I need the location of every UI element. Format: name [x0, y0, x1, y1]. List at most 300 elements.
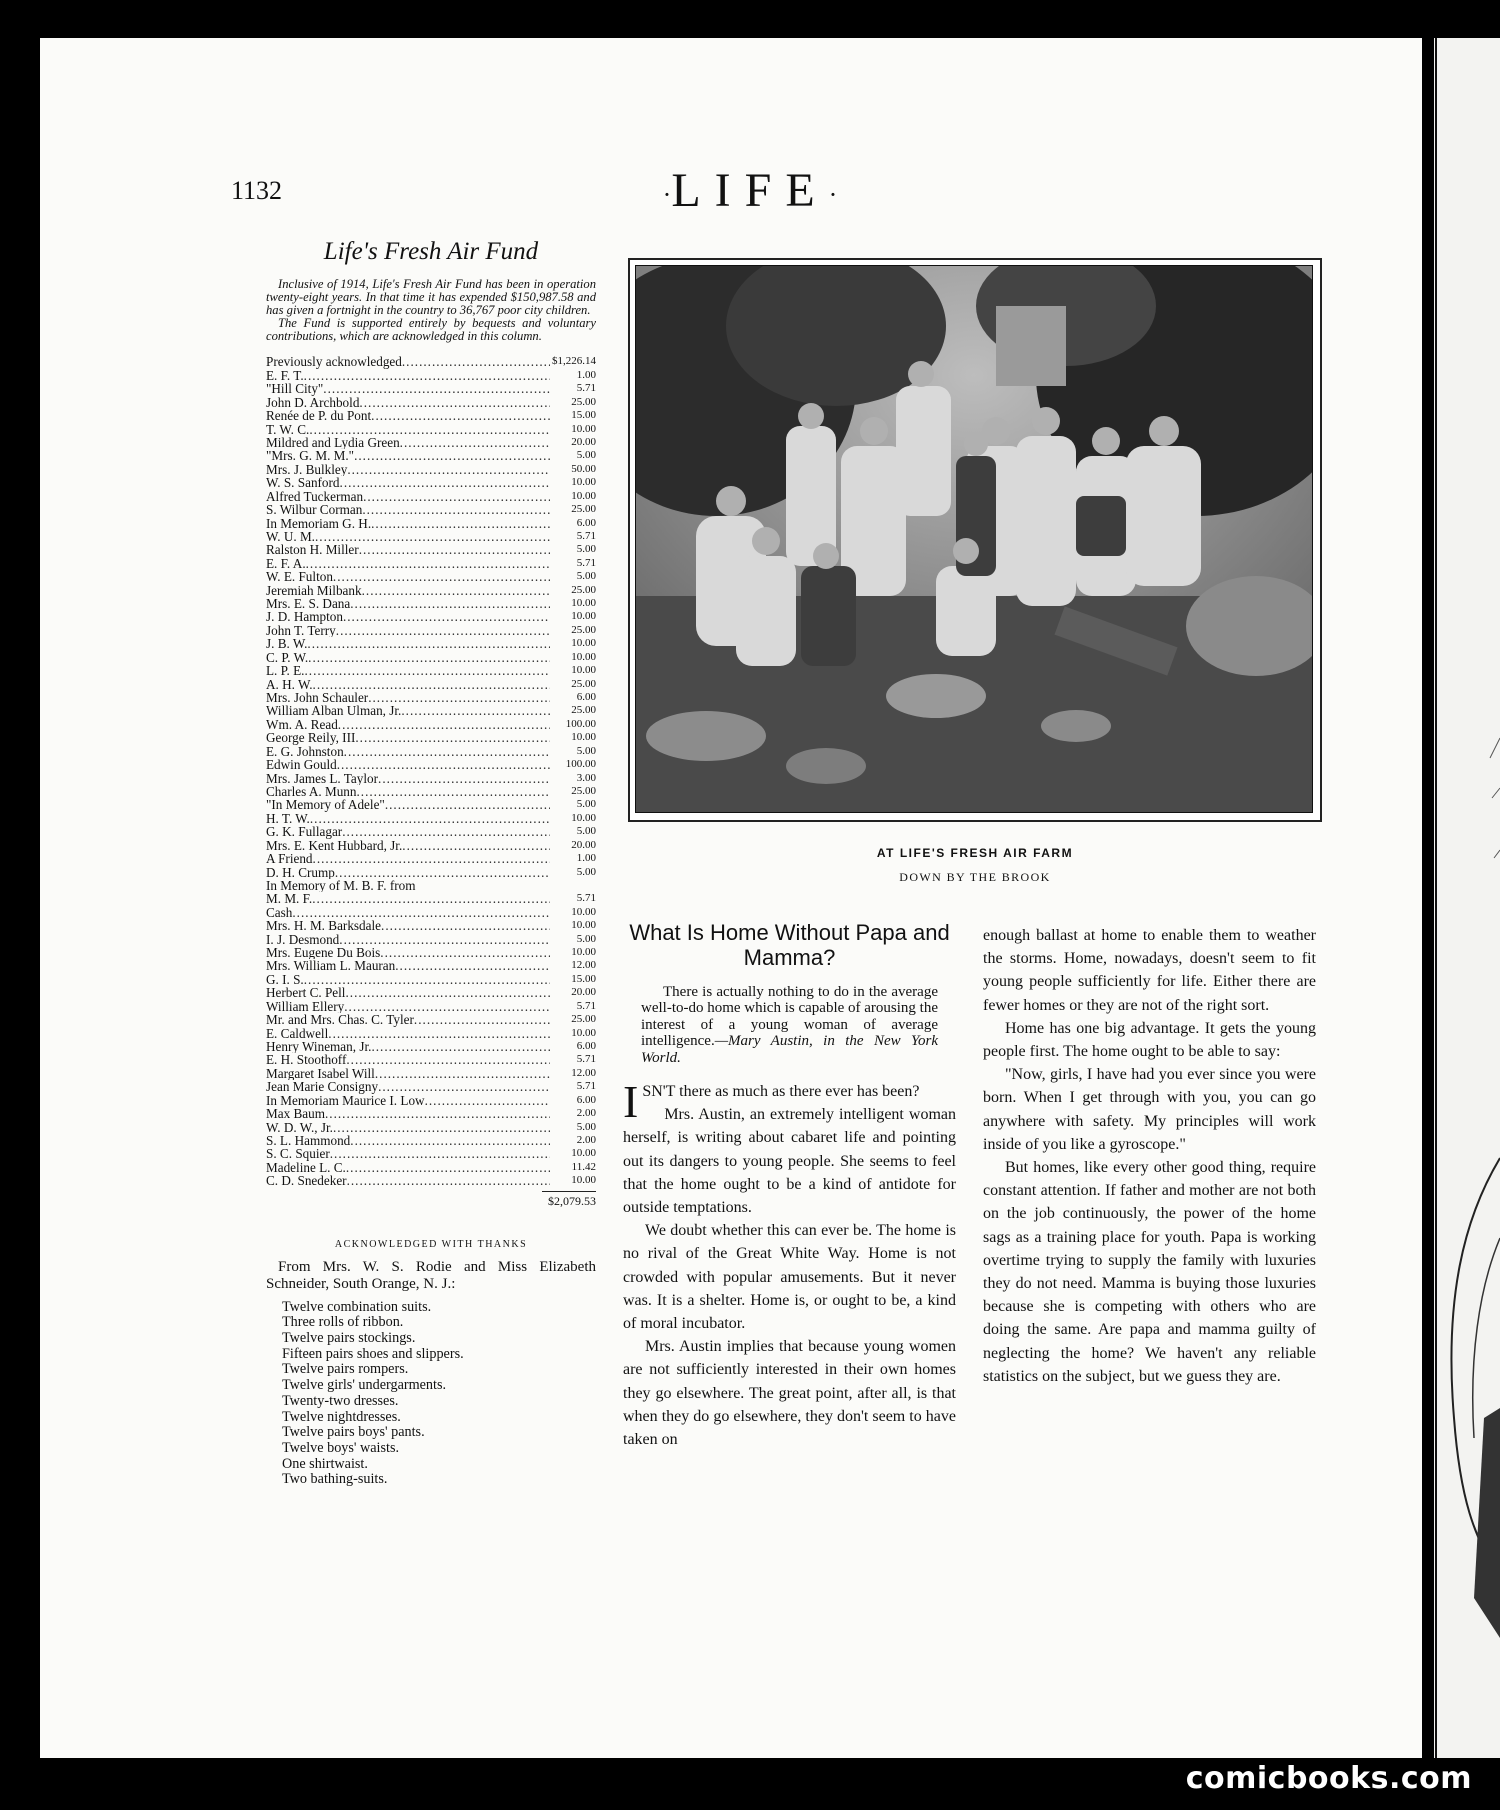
fund-column — [266, 238, 596, 1488]
ledger-row — [266, 597, 596, 610]
contributor-name: William Ellery — [266, 999, 345, 1014]
ledger-row — [266, 584, 596, 597]
ledger-row — [266, 731, 596, 744]
leader-dots — [402, 355, 550, 368]
contribution-amount: 100.00 — [565, 758, 596, 771]
leader-dots — [344, 745, 550, 758]
contribution-amount: 10.00 — [571, 1147, 596, 1160]
contribution-amount: 2.00 — [576, 1107, 596, 1120]
acknowledged-item: Two bathing-suits. — [282, 1471, 388, 1488]
ledger-row — [266, 1027, 596, 1040]
contribution-amount: 10.00 — [571, 1026, 596, 1039]
leader-dots — [292, 906, 550, 919]
acknowledged-item: Twelve pairs stockings. — [282, 1330, 416, 1347]
ledger-row — [266, 1080, 596, 1093]
contributor-name: Mrs. E. S. Dana — [266, 597, 351, 611]
ledger-row — [266, 745, 596, 758]
contributor-name: J. B. W. — [266, 637, 308, 651]
leader-dots — [343, 610, 550, 623]
epigraph-source: —Mary Austin, in the New York World. — [641, 1033, 938, 1066]
contributor-name: H. T. W. — [266, 811, 310, 826]
contribution-amount: 5.00 — [576, 543, 596, 556]
ledger-row — [266, 1161, 596, 1174]
contributor-name: In Memoriam G. H. — [266, 516, 372, 530]
total-rule — [542, 1191, 596, 1192]
leader-dots — [346, 1161, 550, 1174]
leader-dots — [308, 651, 550, 664]
acknowledged-item: Twelve pairs rompers. — [282, 1361, 409, 1378]
photo-frame — [628, 258, 1322, 822]
fund-intro: Inclusive of 1914, Life's Fresh Air Fund has been in operation twenty-eight years. In that time it has expended $150,987.58 and has given a fortnight in the country to 36,767 poor city children. — [266, 277, 596, 318]
contributor-name: Charles A. Munn — [266, 784, 357, 799]
ledger-row — [266, 651, 596, 664]
contribution-amount: 50.00 — [571, 462, 596, 475]
leader-dots — [368, 691, 550, 704]
leader-dots — [362, 503, 550, 516]
ledger-row — [266, 1067, 596, 1080]
ledger-row — [266, 436, 596, 449]
fund-total: $2,079.53 — [548, 1193, 596, 1208]
contributor-name: Margaret Isabel Will — [266, 1066, 375, 1081]
contributor-name: W. E. Fulton — [266, 570, 333, 584]
article-paragraph: "Now, girls, I have had you ever since you were born. When I get through with you, you can go anywhere with safety. My principles will work inside of you like a gyroscope." — [983, 1066, 1316, 1153]
watermark: comicbooks.com — [1185, 1761, 1472, 1796]
ledger-row — [266, 892, 596, 905]
contribution-amount: 25.00 — [571, 503, 596, 516]
ledger-row — [266, 557, 596, 570]
fund-title: Life's Fresh Air Fund — [323, 238, 539, 265]
ledger-row — [266, 839, 596, 852]
contribution-amount: 10.00 — [571, 489, 596, 502]
ledger-row — [266, 1174, 596, 1187]
page-number: 1132 — [231, 176, 283, 205]
leader-dots — [312, 892, 550, 905]
contributor-name: Edwin Gould — [266, 758, 337, 772]
leader-dots — [355, 731, 550, 744]
leader-dots — [337, 758, 550, 771]
leader-dots — [347, 1174, 550, 1187]
leader-dots — [380, 946, 550, 959]
ledger-row — [266, 610, 596, 623]
ledger-row — [266, 946, 596, 959]
ledger-row — [266, 543, 596, 556]
contributor-name: "In Memory of Adele" — [266, 798, 385, 812]
ledger-row — [266, 678, 596, 691]
leader-dots — [414, 1013, 550, 1026]
contribution-amount: 10.00 — [571, 637, 596, 650]
ledger-row — [266, 866, 596, 879]
contributor-name: "Hill City" — [266, 382, 324, 396]
contributor-name: Mrs. E. Kent Hubbard, Jr. — [266, 838, 403, 853]
contributor-name: E. F. A. — [266, 556, 306, 571]
contribution-amount: 5.00 — [576, 449, 596, 462]
contributor-name: In Memoriam Maurice I. Low — [266, 1093, 425, 1108]
ledger-row — [266, 959, 596, 972]
leader-dots — [371, 1040, 550, 1053]
ledger-row — [266, 879, 596, 892]
leader-dots — [371, 517, 550, 530]
contributor-name: Herbert C. Pell — [266, 986, 346, 1000]
article-paragraph: enough ballast at home to enable them to weather the storms. Home, nowadays, doesn't seem to fit young people sufficiently for life. Either there are fewer homes or they are not of the right sort. — [983, 927, 1316, 1014]
contribution-amount: 10.00 — [571, 610, 596, 623]
contribution-amount: 3.00 — [576, 771, 596, 784]
ledger-row — [266, 852, 596, 865]
leader-dots — [333, 570, 550, 583]
ledger-row — [266, 1107, 596, 1120]
ledger-row — [266, 517, 596, 530]
ledger-row — [266, 1147, 596, 1160]
ledger-row — [266, 1121, 596, 1134]
acknowledged-item: One shirtwaist. — [282, 1455, 368, 1472]
leader-dots — [335, 866, 550, 879]
contribution-amount: 10.00 — [571, 422, 596, 435]
contributor-name: Max Baum — [266, 1107, 325, 1121]
contributor-name: Ralston H. Miller — [266, 543, 359, 557]
leader-dots — [385, 798, 550, 811]
photo-caption: AT LIFE'S FRESH AIR FARM — [876, 846, 1074, 860]
ledger-row — [266, 1000, 596, 1013]
contribution-amount: 1.00 — [576, 852, 596, 865]
contributor-name: J. D. Hampton — [266, 610, 343, 624]
contribution-amount: 5.00 — [576, 865, 596, 878]
leader-dots — [356, 785, 550, 798]
contribution-amount: 25.00 — [571, 1013, 596, 1026]
contribution-amount: 100.00 — [565, 717, 596, 730]
ledger-row — [266, 798, 596, 811]
leader-dots — [323, 382, 550, 395]
contribution-amount: 10.00 — [571, 650, 596, 663]
ledger-row — [266, 503, 596, 516]
contributor-name: S. L. Hammond — [266, 1133, 351, 1148]
article-body-1 — [623, 1076, 956, 1451]
acknowledged-item: Twelve pairs boys' pants. — [282, 1424, 425, 1441]
leader-dots — [345, 986, 550, 999]
contribution-amount: 10.00 — [571, 476, 596, 489]
ledger-row — [266, 772, 596, 785]
ledger-row — [266, 409, 596, 422]
adjacent-page-edge — [1434, 38, 1500, 1758]
ledger-row — [266, 812, 596, 825]
contribution-amount: 5.71 — [576, 1053, 596, 1066]
ledger-row — [266, 382, 596, 395]
masthead-title: LIFE — [671, 164, 829, 217]
leader-dots — [330, 1147, 550, 1160]
contributor-name: Mrs. Eugene Du Bois — [266, 946, 381, 960]
ledger-row — [266, 1094, 596, 1107]
leader-dots — [425, 1094, 550, 1107]
contribution-amount: 25.00 — [571, 623, 596, 636]
leader-dots — [347, 463, 550, 476]
article-title: What Is Home Without Papa and Mamma? — [629, 920, 950, 970]
contribution-amount: 11.42 — [571, 1160, 596, 1173]
article-paragraph — [623, 1076, 956, 1128]
contributor-name: John D. Archbold — [266, 395, 360, 410]
contributor-name: W. U. M. — [266, 529, 315, 544]
contribution-amount: 6.00 — [576, 691, 596, 704]
contribution-amount: 10.00 — [571, 905, 596, 918]
leader-dots — [304, 369, 550, 382]
contributor-name: Madeline L. C. — [266, 1160, 346, 1175]
leader-dots — [306, 557, 550, 570]
contributor-name: A. H. W. — [266, 677, 313, 692]
ledger-row — [266, 355, 596, 368]
contribution-amount: 5.71 — [576, 556, 596, 569]
ledger-row — [266, 449, 596, 462]
leader-dots — [371, 409, 550, 422]
contributor-name: Mildred and Lydia Green — [266, 436, 400, 450]
leader-dots — [416, 879, 551, 892]
contributor-name: C. D. Snedeker — [266, 1174, 347, 1188]
leader-dots — [378, 1080, 550, 1093]
leader-dots — [363, 490, 550, 503]
acknowledged-items — [266, 1300, 596, 1488]
acknowledged-item: Twelve nightdresses. — [282, 1408, 401, 1425]
contributor-name: "Mrs. G. M. M." — [266, 449, 355, 463]
contributor-name: G. K. Fullagar — [266, 825, 343, 839]
contributor-name: John T. Terry — [266, 623, 336, 638]
contributor-name: Wm. A. Read — [266, 717, 338, 732]
drop-cap: I — [623, 1076, 639, 1128]
contribution-amount: 25.00 — [571, 395, 596, 408]
ledger-row — [266, 986, 596, 999]
contribution-amount: 5.00 — [576, 570, 596, 583]
contribution-amount: 12.00 — [571, 959, 596, 972]
ledger-row — [266, 637, 596, 650]
leader-dots — [354, 449, 550, 462]
contributor-name: Alfred Tuckerman — [266, 489, 364, 504]
contributor-name: W. D. W., Jr. — [266, 1120, 333, 1134]
contributor-name: In Memory of M. B. F. from — [266, 878, 416, 893]
ledger-row — [266, 396, 596, 409]
contribution-amount: 10.00 — [571, 919, 596, 932]
ledger-row — [266, 369, 596, 382]
article-column-1 — [623, 920, 956, 1451]
ledger-row — [266, 476, 596, 489]
ledger-row — [266, 906, 596, 919]
leader-dots — [313, 678, 550, 691]
leader-dots — [359, 543, 550, 556]
adjacent-page-illustration — [1434, 38, 1500, 1758]
leader-dots — [402, 839, 550, 852]
contribution-amount: 1.00 — [576, 368, 596, 381]
contribution-amount: 5.00 — [576, 1120, 596, 1133]
contributor-name: E. H. Stoothoff — [266, 1053, 347, 1067]
contribution-amount: 5.00 — [576, 825, 596, 838]
contribution-amount: 25.00 — [571, 583, 596, 596]
ledger-row — [266, 1040, 596, 1053]
contributor-name: Cash — [266, 905, 293, 920]
leader-dots — [313, 852, 550, 865]
leader-dots — [350, 1134, 550, 1147]
leader-dots — [310, 812, 550, 825]
contribution-amount: 6.00 — [576, 1093, 596, 1106]
ledger-row — [266, 624, 596, 637]
contribution-amount: 5.71 — [576, 892, 596, 905]
ledger-row — [266, 490, 596, 503]
contributor-name: George Reily, III — [266, 731, 356, 745]
contribution-amount: 5.00 — [576, 744, 596, 757]
contribution-amount: 5.71 — [576, 382, 596, 395]
contribution-amount: 25.00 — [571, 677, 596, 690]
article-epigraph — [641, 984, 938, 1066]
contributor-name: William Alban Ulman, Jr. — [266, 704, 402, 718]
contributor-name: Mrs. H. M. Barksdale — [266, 919, 382, 933]
ledger-row — [266, 1013, 596, 1026]
contribution-ledger — [266, 355, 596, 1187]
leader-dots — [328, 1027, 550, 1040]
ledger-row — [266, 463, 596, 476]
fund-intro-note: The Fund is supported entirely by bequests and voluntary contributions, which are acknowledged in this column. — [266, 316, 596, 344]
leader-dots — [346, 1053, 550, 1066]
leader-dots — [333, 1121, 550, 1134]
contributor-name: T. W. C. — [266, 422, 310, 436]
children-group-photo — [635, 265, 1313, 813]
leader-dots — [336, 624, 550, 637]
ledger-row — [266, 825, 596, 838]
paragraph-text: SN'T there as much as there ever has been? — [642, 1083, 920, 1101]
contributor-name: Jeremiah Milbank — [266, 583, 362, 598]
ledger-row — [266, 973, 596, 986]
contributor-name: I. J. Desmond — [266, 932, 340, 947]
contribution-amount: 5.00 — [576, 798, 596, 811]
acknowledged-from: From Mrs. W. S. Rodie and Miss Elizabeth Schneider, South Orange, N. J.: — [266, 1258, 596, 1292]
contribution-amount: $1,226.14 — [552, 355, 596, 368]
contribution-amount: 5.71 — [576, 529, 596, 542]
contributor-name: Previously acknowledged — [266, 355, 402, 369]
ledger-row — [266, 1134, 596, 1147]
article-paragraph: Mrs. Austin, an extremely intelligent woman herself, is writing about cabaret life and pointing out its dangers to young people. She seems to feel that the home ought to be a kind of antidote for outside temptations. — [623, 1106, 956, 1217]
photo-illustration — [636, 266, 1312, 812]
article-body-2 — [983, 924, 1316, 1388]
ledger-row — [266, 570, 596, 583]
leader-dots — [375, 1067, 550, 1080]
contributor-name: Mrs. William L. Mauran — [266, 959, 396, 973]
contributor-name: Renée de P. du Pont — [266, 409, 372, 423]
acknowledged-item: Twelve girls' undergarments. — [282, 1377, 447, 1394]
contribution-amount: 5.71 — [576, 999, 596, 1012]
leader-dots — [359, 396, 550, 409]
leader-dots — [325, 1107, 550, 1120]
ledger-row — [266, 919, 596, 932]
contributor-name: Jean Marie Consigny — [266, 1080, 379, 1094]
leader-dots — [401, 704, 550, 717]
contributor-name: Mr. and Mrs. Chas. C. Tyler — [266, 1013, 414, 1027]
article-paragraph: We doubt whether this can ever be. The home is no rival of the Great White Way. Home is not crowded with popular amusements. But it never was. It is a shelter. Home is, or ought to be, a kind of moral incubator. — [623, 1222, 956, 1333]
contributor-name: Mrs. John Schauler — [266, 691, 369, 705]
contributor-name: S. Wilbur Corman — [266, 503, 363, 517]
contributor-name: Mrs. James L. Taylor — [266, 771, 379, 785]
contribution-amount: 25.00 — [571, 704, 596, 717]
contributor-name: E. Caldwell — [266, 1026, 329, 1040]
contribution-amount: 10.00 — [571, 811, 596, 824]
contributor-name: E. F. T. — [266, 368, 304, 383]
contribution-amount: 6.00 — [576, 516, 596, 529]
contribution-amount: 10.00 — [571, 597, 596, 610]
contribution-amount: 10.00 — [571, 946, 596, 959]
leader-dots — [339, 933, 550, 946]
article-paragraph: Mrs. Austin implies that because young women are not sufficiently interested in their own homes they go elsewhere. The great point, after all, is that when they do go elsewhere, they don't seem to have taken on — [623, 1338, 956, 1449]
article-paragraph: Home has one big advantage. It gets the young people first. The home ought to be able to say: — [983, 1019, 1316, 1061]
contribution-amount: 5.71 — [576, 1080, 596, 1093]
ledger-row — [266, 704, 596, 717]
acknowledged-item: Twenty-two dresses. — [282, 1392, 399, 1409]
epigraph-text: There is actually nothing to do in the average well-to-do home which is capable of arousing the interest of a young woman of average intelligence. — [641, 984, 938, 1050]
leader-dots — [378, 772, 550, 785]
contribution-amount: 6.00 — [576, 1039, 596, 1052]
ledger-row — [266, 718, 596, 731]
contribution-amount: 10.00 — [571, 664, 596, 677]
leader-dots — [307, 637, 550, 650]
contribution-amount: 20.00 — [571, 986, 596, 999]
article-paragraph: But homes, like every other good thing, require constant attention. If father and mother are not both on the job continuously, the power of the home sags as a training place for youth. Papa is working overtime trying to supply the family with luxuries they do not need. Mamma is buying those luxuries because she is competing with others who are doing the same. Are papa and mamma guilty of neglecting the home? We haven't any reliable statistics on the subject, but we guess they are. — [983, 1159, 1316, 1385]
contribution-amount — [550, 879, 596, 892]
contribution-amount: 20.00 — [571, 838, 596, 851]
contributor-name: L. P. E. — [266, 664, 305, 678]
contribution-amount: 2.00 — [576, 1133, 596, 1146]
ledger-row — [266, 758, 596, 771]
leader-dots — [400, 436, 550, 449]
leader-dots — [304, 664, 550, 677]
leader-dots — [362, 584, 550, 597]
leader-dots — [309, 423, 550, 436]
leader-dots — [342, 825, 550, 838]
ledger-row — [266, 423, 596, 436]
contribution-amount: 5.00 — [576, 932, 596, 945]
contribution-amount: 15.00 — [571, 409, 596, 422]
ledger-row — [266, 933, 596, 946]
leader-dots — [338, 718, 550, 731]
contribution-amount: 15.00 — [571, 972, 596, 985]
contribution-amount: 25.00 — [571, 784, 596, 797]
contributor-name: M. M. F. — [266, 892, 313, 906]
contributor-name: S. C. Squier — [266, 1147, 330, 1161]
contribution-amount: 10.00 — [571, 731, 596, 744]
contributor-name: W. S. Sanford — [266, 476, 340, 490]
contributor-name: G. I. S. — [266, 972, 304, 987]
contributor-name: C. P. W. — [266, 650, 309, 665]
acknowledged-item: Twelve combination suits. — [282, 1298, 432, 1315]
acknowledged-heading: ACKNOWLEDGED WITH THANKS — [334, 1238, 528, 1250]
contribution-amount: 12.00 — [571, 1066, 596, 1079]
ledger-row — [266, 785, 596, 798]
contribution-amount: 20.00 — [571, 436, 596, 448]
contributor-name: Henry Wineman, Jr. — [266, 1039, 372, 1054]
leader-dots — [340, 476, 550, 489]
ledger-row — [266, 691, 596, 704]
contributor-name: D. H. Crump — [266, 865, 335, 879]
photo-subcaption: DOWN BY THE BROOK — [899, 870, 1051, 884]
leader-dots — [304, 973, 550, 986]
ledger-row — [266, 530, 596, 543]
acknowledged-item: Three rolls of ribbon. — [282, 1314, 404, 1331]
leader-dots — [344, 1000, 550, 1013]
contribution-amount: 10.00 — [571, 1174, 596, 1187]
contributor-name: E. G. Johnston — [266, 744, 344, 759]
ledger-row — [266, 1053, 596, 1066]
acknowledged-item: Twelve boys' waists. — [282, 1439, 400, 1456]
ledger-row — [266, 664, 596, 677]
page-gutter — [1422, 38, 1434, 1758]
acknowledged-item: Fifteen pairs shoes and slippers. — [282, 1345, 464, 1362]
masthead: ·LIFE· — [662, 164, 838, 217]
leader-dots — [315, 530, 550, 543]
article-column-2 — [983, 924, 1316, 1388]
leader-dots — [381, 919, 550, 932]
contributor-name: A Friend — [266, 852, 313, 866]
leader-dots — [350, 597, 550, 610]
contributor-name: Mrs. J. Bulkley — [266, 462, 348, 477]
leader-dots — [395, 959, 550, 972]
